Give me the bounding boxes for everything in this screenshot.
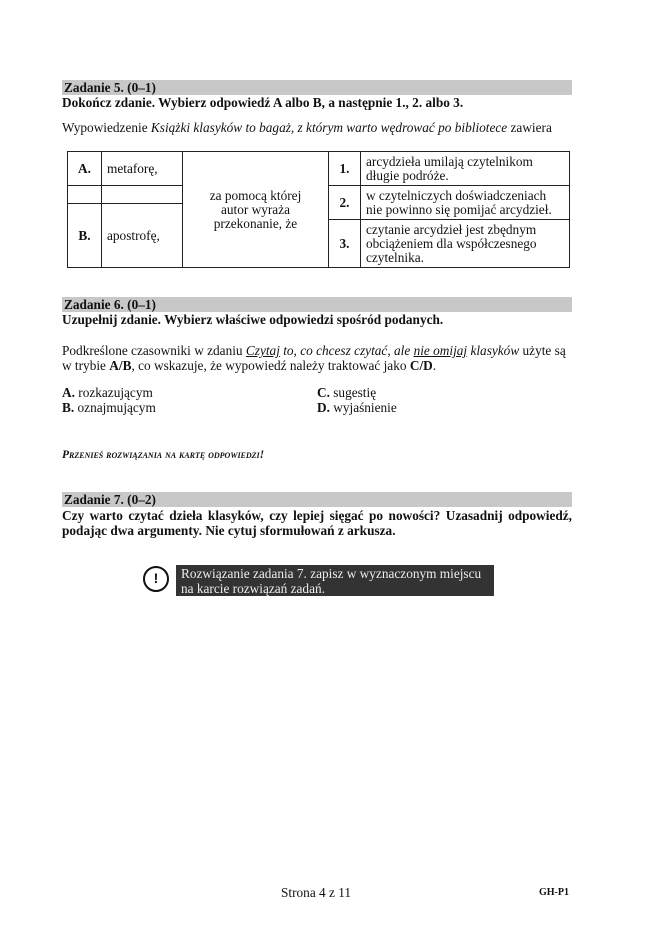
option-3-text: czytanie arcydzieł jest zbędnym obciążeniem dla współczesnego czytelnika.: [361, 220, 570, 268]
option-a-label: A.: [68, 152, 102, 186]
quote: to, co chcesz czytać, ale: [279, 343, 414, 358]
prompt-quote: Książki klasyków to bagaż, z którym warto wędrować po bibliotece: [150, 120, 508, 135]
answer-a: [62, 385, 153, 400]
answer-text: sugestię: [329, 385, 377, 400]
task6-instruction: Uzupełnij zdanie. Wybierz właściwe odpowiedzi spośród podanych.: [62, 312, 444, 327]
answer-text: rozkazującym: [74, 385, 153, 400]
task5-header: Zadanie 5. (0–1): [62, 80, 572, 95]
exam-code: GH-P1: [539, 887, 569, 898]
middle-text: za pomocą której autor wyraża przekonanie, że: [183, 152, 329, 268]
option-a-text-cont: [102, 186, 183, 204]
text: , co wskazuje, że wypowiedź należy traktować jako: [131, 358, 410, 373]
option-b-label: B.: [68, 204, 102, 268]
option-2-text: w czytelniczych doświadczeniach nie powinno się pomijać arcydzieł.: [361, 186, 570, 220]
prompt-text: zawiera: [507, 120, 552, 135]
answer-text: oznajmującym: [74, 400, 156, 415]
answer-c: [317, 385, 376, 400]
task7-instruction-l1: Czy warto czytać dzieła klasyków, czy lepiej sięgać po nowości? Uzasadnij odpowiedź,: [62, 508, 572, 523]
quote: klasyków: [467, 343, 520, 358]
task6-sentence-line2: [62, 358, 572, 373]
option-1-label: 1.: [329, 152, 361, 186]
prompt-text: Wypowiedzenie: [62, 120, 151, 135]
option-1-text: arcydzieła umilają czytelnikom długie podróże.: [361, 152, 570, 186]
option-a-text: metaforę,: [102, 152, 183, 186]
exclamation-icon: !: [143, 566, 169, 592]
task7-instruction-l2: podając dwa argumenty. Nie cytuj sformułowań z arkusza.: [62, 523, 396, 538]
answer-label: D.: [317, 400, 330, 415]
answer-label: A.: [62, 385, 75, 400]
option-a-label-cont: [68, 186, 102, 204]
task6-header: Zadanie 6. (0–1): [62, 297, 572, 312]
page-number: Strona 4 z 11: [281, 885, 352, 900]
task5-table: [67, 151, 570, 268]
answer-label: C.: [317, 385, 330, 400]
option-3-label: 3.: [329, 220, 361, 268]
choice-ab: A/B: [109, 358, 132, 373]
transfer-note: Przenieś rozwiązania na kartę odpowiedzi!: [62, 449, 265, 461]
notice-box: Rozwiązanie zadania 7. zapisz w wyznaczonym miejscu na karcie rozwiązań zadań.: [176, 565, 494, 596]
option-2-label: 2.: [329, 186, 361, 220]
task6-sentence-line1: [62, 343, 572, 358]
text: użyte są: [519, 343, 566, 358]
text: w trybie: [62, 358, 110, 373]
text: Podkreślone czasowniki w zdaniu: [62, 343, 246, 358]
underlined-verb: nie omijaj: [413, 343, 468, 358]
choice-cd: C/D: [409, 358, 433, 373]
option-b-text: apostrofę,: [102, 204, 183, 268]
answer-b: [62, 400, 156, 415]
text: .: [432, 358, 437, 373]
answer-d: [317, 400, 397, 415]
task5-prompt: [62, 120, 572, 135]
task5-instruction: Dokończ zdanie. Wybierz odpowiedź A albo B, a następnie 1., 2. albo 3.: [62, 95, 464, 110]
answer-label: B.: [62, 400, 75, 415]
task7-header: Zadanie 7. (0–2): [62, 492, 572, 507]
answer-text: wyjaśnienie: [329, 400, 397, 415]
underlined-verb: Czytaj: [245, 343, 280, 358]
